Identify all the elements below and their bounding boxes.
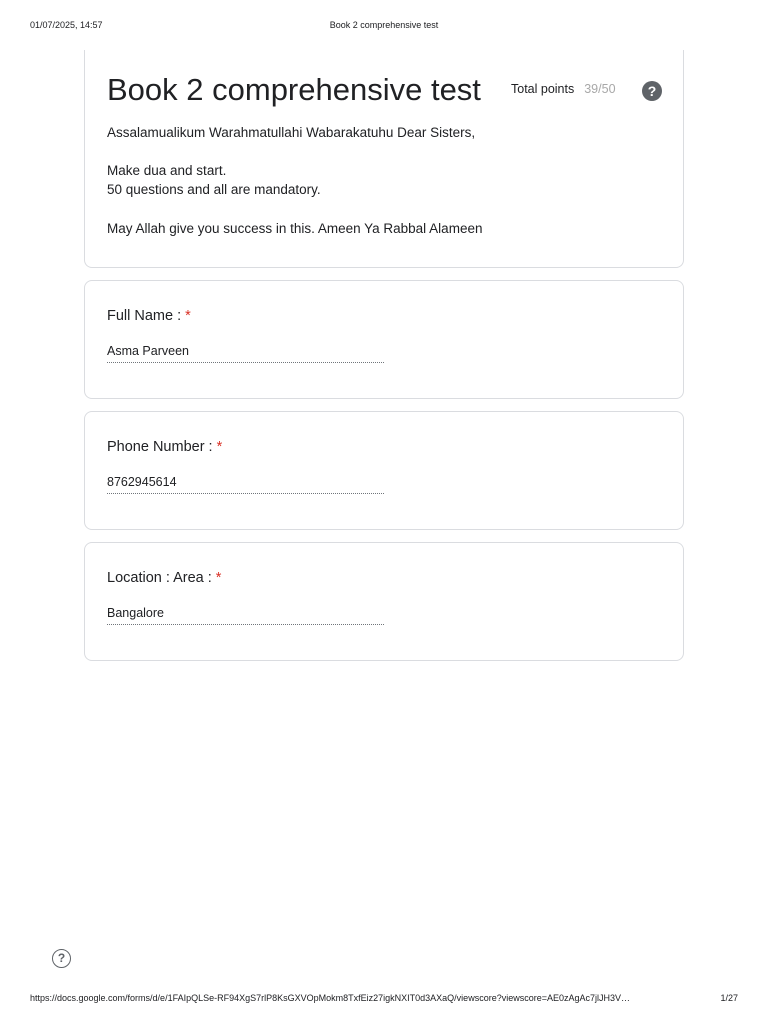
form-title: Book 2 comprehensive test xyxy=(107,72,481,107)
help-outline-icon[interactable]: ? xyxy=(52,949,71,968)
answer-location: Bangalore xyxy=(107,604,384,625)
question-card-phone-number xyxy=(84,411,684,530)
answer-full-name: Asma Parveen xyxy=(107,342,384,363)
question-label xyxy=(107,437,222,457)
help-circle-icon[interactable]: ? xyxy=(642,81,662,101)
total-points-label: Total points xyxy=(511,82,575,96)
print-footer xyxy=(30,993,738,1005)
print-datetime: 01/07/2025, 14:57 xyxy=(30,20,103,30)
print-header xyxy=(30,20,738,32)
answer-phone-number: 8762945614 xyxy=(107,473,384,494)
question-label-text: Phone Number : xyxy=(107,439,213,455)
question-card-full-name xyxy=(84,280,684,399)
question-label-text: Location : Area : xyxy=(107,570,212,586)
question-label xyxy=(107,568,221,588)
required-asterisk: * xyxy=(215,570,222,586)
score-value: 39/50 xyxy=(584,82,616,96)
print-url: https://docs.google.com/forms/d/e/1FAIpQLSe-RF94XgS7rlP8KsGXVOpMokm8TxfEiz27igkNXIT0d3AXaQ/viewscore?viewscore=AE0zAgAc7jlJH3V… xyxy=(30,993,631,1003)
form-blessing: May Allah give you success in this. Ameen Ya Rabbal Alameen xyxy=(107,221,483,236)
form-header-card xyxy=(84,50,684,268)
question-label xyxy=(107,306,191,326)
page-number: 1/27 xyxy=(720,993,738,1003)
form-instruction-count: 50 questions and all are mandatory. xyxy=(107,182,321,197)
print-doc-title: Book 2 comprehensive test xyxy=(329,20,439,30)
form-greeting: Assalamualikum Warahmatullahi Wabarakatuhu Dear Sisters, xyxy=(107,125,476,140)
form-instruction: Make dua and start. xyxy=(107,163,227,178)
total-points xyxy=(511,82,616,96)
question-label-text: Full Name : xyxy=(107,308,182,324)
required-asterisk: * xyxy=(185,308,191,324)
question-card-location xyxy=(84,542,684,661)
required-asterisk: * xyxy=(216,439,223,455)
